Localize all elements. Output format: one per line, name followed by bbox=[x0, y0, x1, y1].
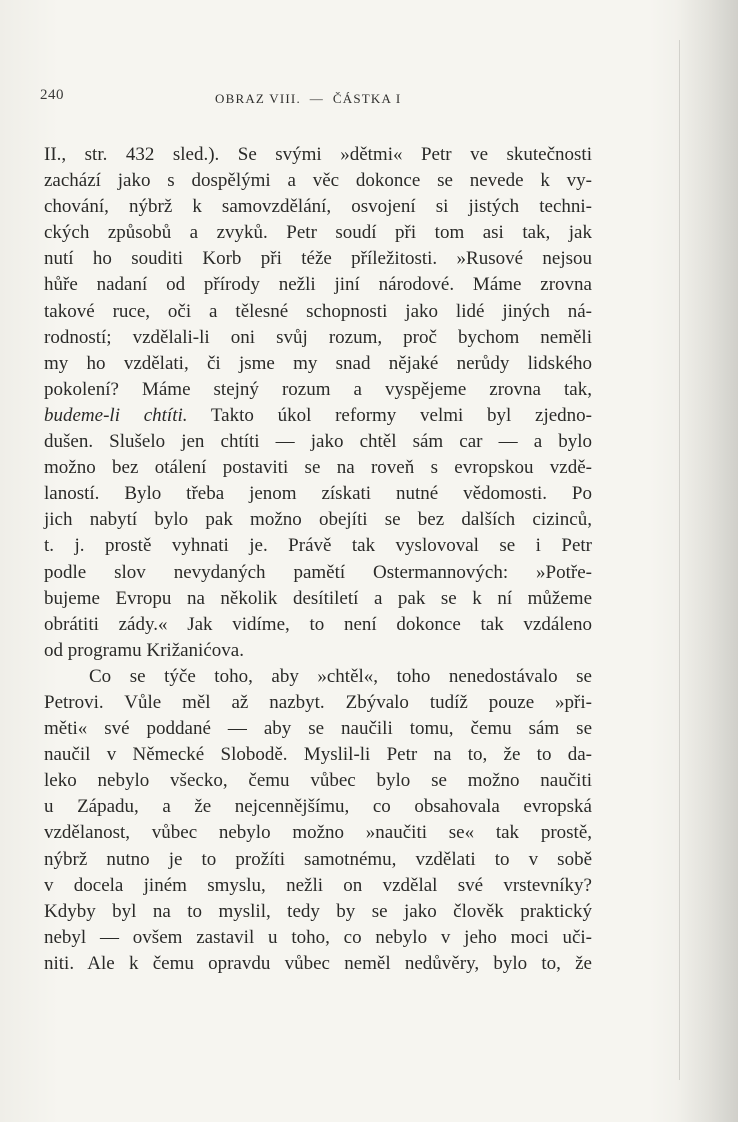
page-number: 240 bbox=[40, 87, 64, 103]
text-line: my ho vzdělati, či jsme my snad nějaké nerůdy lidského bbox=[44, 352, 592, 374]
text-line: naučil v Německé Slobodě. Myslil-li Petr na to, že to da- bbox=[44, 744, 592, 766]
text-line bbox=[44, 403, 592, 429]
text-line: Kdyby byl na to myslil, tedy by se jako člověk praktický bbox=[44, 900, 592, 922]
text-line: u Západu, a že nejcennějšímu, co obsahovala evropská bbox=[44, 796, 592, 818]
text-line: dušen. Slušelo jen chtíti — jako chtěl sám car — a bylo bbox=[44, 431, 592, 453]
text-line: leko nebylo všecko, čemu vůbec bylo se možno naučiti bbox=[44, 770, 592, 792]
text-line: v docela jiném smyslu, nežli on vzdělal své vrstevníky? bbox=[44, 874, 592, 896]
text-line: nýbrž nutno je to prožíti samotnému, vzdělati to v sobě bbox=[44, 848, 592, 870]
italic-phrase: budeme-li chtíti. bbox=[44, 404, 188, 426]
paragraph-end-line: od programu Križanićova. bbox=[44, 639, 244, 661]
text-line: rodností; vzdělali-li oni svůj rozum, proč bychom neměli bbox=[44, 326, 592, 348]
text-line: zachází jako s dospělými a věc dokonce se nevede k vy- bbox=[44, 170, 592, 192]
text-line: obrátiti zády.« Jak vidíme, to není dokonce tak vzdáleno bbox=[44, 613, 592, 635]
text-line: niti. Ale k čemu opravdu vůbec neměl nedůvěry, bylo to, že bbox=[44, 952, 592, 974]
text-line: vzdělanost, vůbec nebylo možno »naučiti se« tak prostě, bbox=[44, 822, 592, 844]
body-text bbox=[44, 142, 592, 977]
running-head: OBRAZ VIII. — ČÁSTKA I bbox=[215, 91, 402, 106]
text-line: podle slov nevydaných pamětí Ostermannových: »Potře- bbox=[44, 561, 592, 583]
text-line: pokolení? Máme stejný rozum a vyspějeme zrovna tak, bbox=[44, 378, 592, 400]
text-line: t. j. prostě vyhnati je. Právě tak vyslovoval se i Petr bbox=[44, 535, 592, 557]
text-line: jich nabytí bylo pak možno obejíti se bez dalších cizinců, bbox=[44, 509, 592, 531]
page-edge-shadow bbox=[676, 0, 738, 1122]
paragraph-start-line: Co se týče toho, aby »chtěl«, toho nenedostávalo se bbox=[89, 665, 592, 687]
text-line: nebyl — ovšem zastavil u toho, co nebylo v jeho moci uči- bbox=[44, 926, 592, 948]
text-line: takové ruce, oči a tělesné schopnosti jako lidé jiných ná- bbox=[44, 300, 592, 322]
text-line: měti« své poddané — aby se naučili tomu, čemu sám se bbox=[44, 718, 592, 740]
text-line: možno bez otálení postaviti se na roveň s evropskou vzdě- bbox=[44, 457, 592, 479]
text-line: II., str. 432 sled.). Se svými »dětmi« Petr ve skutečnosti bbox=[44, 144, 592, 165]
text-run: Takto úkol reformy velmi byl zjedno- bbox=[187, 404, 592, 426]
text-line: ckých způsobů a zvyků. Petr soudí při tom asi tak, jak bbox=[44, 222, 592, 244]
page-edge-line bbox=[679, 40, 680, 1080]
text-line: chování, nýbrž k samovzdělání, osvojení si jistých techni- bbox=[44, 196, 592, 218]
text-line: laností. Bylo třeba jenom získati nutné vědomosti. Po bbox=[44, 483, 592, 505]
text-line: nutí ho souditi Korb při téže příležitosti. »Rusové nejsou bbox=[44, 248, 592, 270]
text-line: bujeme Evropu na několik desítiletí a pak se k ní můžeme bbox=[44, 587, 592, 609]
text-line: hůře nadaní od přírody nežli jiní národové. Máme zrovna bbox=[44, 274, 592, 296]
text-line: Petrovi. Vůle měl až nazbyt. Zbývalo tudíž pouze »při- bbox=[44, 691, 592, 713]
